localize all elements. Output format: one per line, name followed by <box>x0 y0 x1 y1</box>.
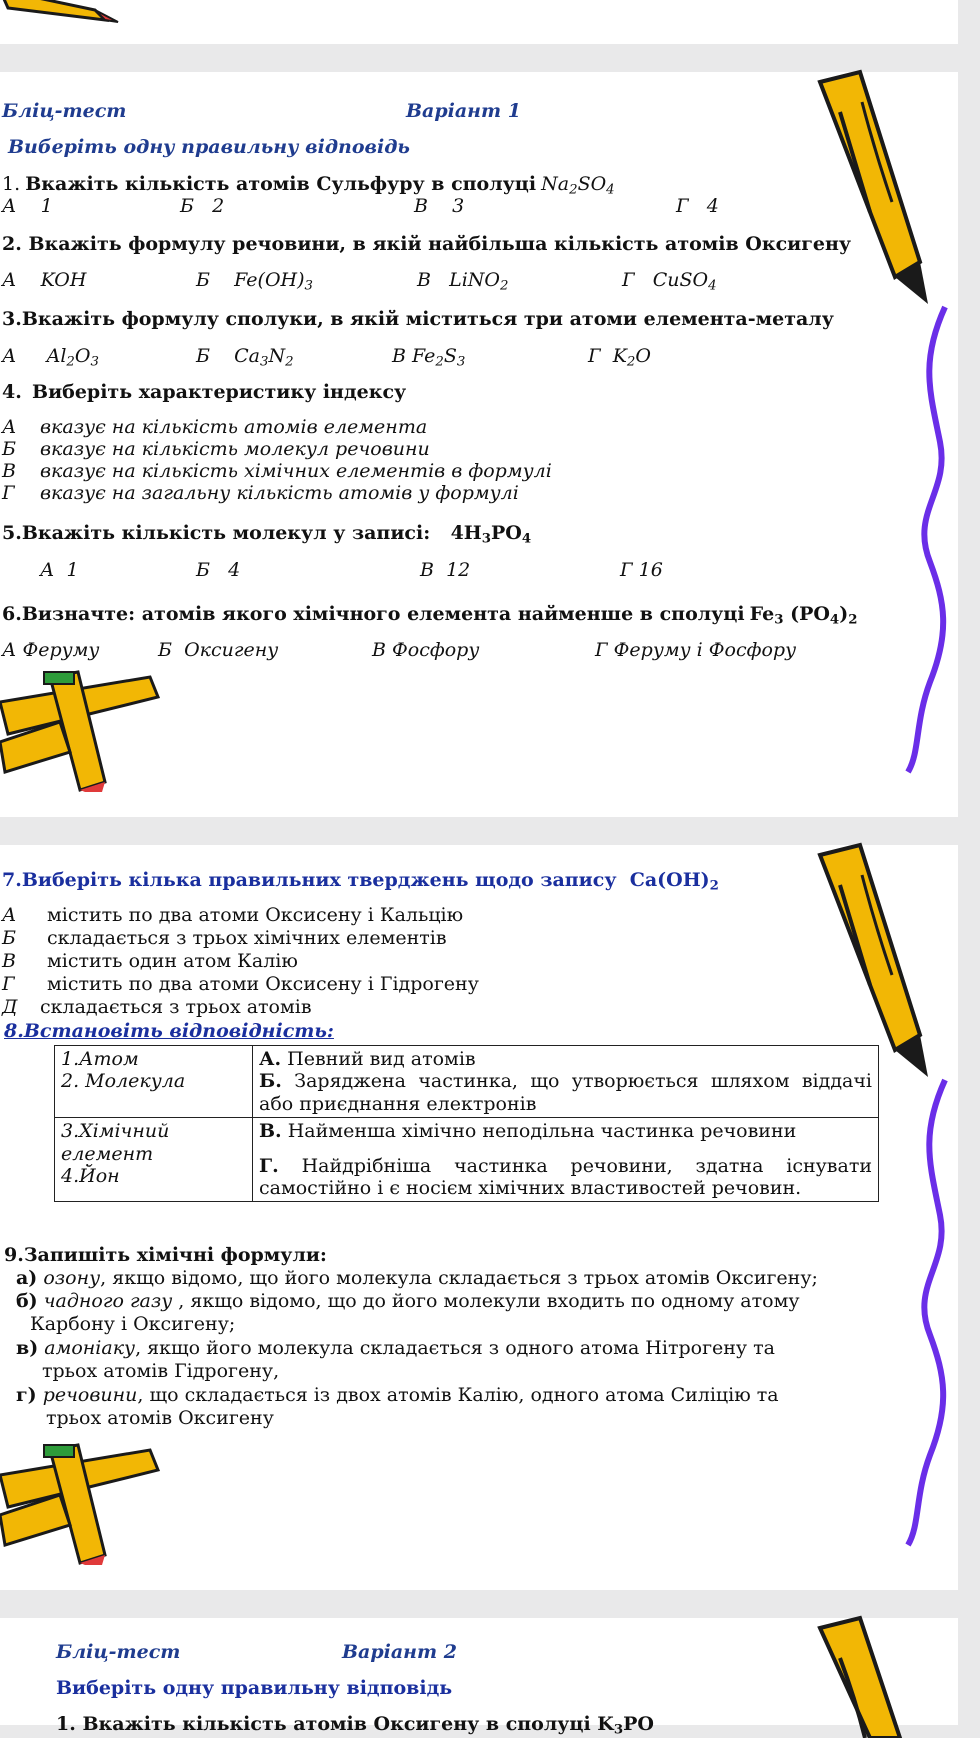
question-1: 1. Вкажіть кількість атомів Сульфуру в сполуці $Na_2SO_4$ <box>2 173 615 198</box>
option-d: Г Феруму і Фосфору <box>595 639 797 661</box>
formula: $Na_2SO_4$ <box>541 173 615 198</box>
option-b: Б Оксигену <box>158 639 279 661</box>
question-8-title: 8.Встановіть відповідність: <box>4 1020 334 1042</box>
table-cell: В. Найменша хімічно неподільна частинка речовини Г. Найдрібніша частинка речовини, здатна існувати самостійно і є носієм хімічних властивостей речовин. <box>253 1118 879 1202</box>
option-a: А містить по два атоми Оксисену і Кальцію <box>2 904 464 926</box>
option-d: Г вказує на загальну кількість атомів у формулі <box>2 482 519 504</box>
table-row <box>55 1046 879 1118</box>
pencil-icon <box>0 0 120 40</box>
formula: $Ca(OH)_2$ <box>629 869 719 894</box>
table-row <box>55 1118 879 1202</box>
option-c: В вказує на кількість хімічних елементів в формулі <box>2 460 552 482</box>
crossed-pencils-icon <box>0 672 170 792</box>
option-b: Б $Fe(OH)_3$ <box>196 269 313 294</box>
option-b: Б складається з трьох хімічних елементів <box>2 927 447 949</box>
option-a: А KOH <box>2 269 87 291</box>
option-d: Г CuSO$_4$ <box>622 269 717 294</box>
table-cell: А. Певний вид атомів Б. Заряджена частинка, що утворюється шляхом віддачі або приєднання електронів <box>253 1046 879 1118</box>
list-item-continuation: Карбону і Оксигену; <box>30 1313 236 1335</box>
question-9-title: 9.Запишіть хімічні формули: <box>4 1244 327 1266</box>
pencil-icon <box>800 1618 940 1738</box>
list-item-continuation: трьох атомів Оксигену <box>46 1407 274 1429</box>
table-cell: 1.Атом 2. Молекула <box>55 1046 253 1118</box>
option-e: Д складається з трьох атомів <box>2 996 312 1018</box>
option-b: Б вказує на кількість молекул речовини <box>2 438 430 460</box>
list-item: б) чадного газу , якщо відомо, що до його молекули входить по одному атому <box>16 1290 800 1312</box>
test-title: Бліц-тест <box>56 1641 181 1663</box>
question-4: 4. Виберіть характеристику індексу <box>2 381 407 403</box>
question-6: 6.Визначте: атомів якого хімічного елемента найменше в сполуці $Fe_3$ $(PO_4)_2$ <box>2 603 858 628</box>
instruction: Виберіть одну правильну відповідь <box>8 136 410 158</box>
test-title: Бліц-тест <box>2 100 127 122</box>
list-item: а) озону, якщо відомо, що його молекула складається з трьох атомів Оксигену; <box>16 1267 818 1289</box>
question-2: 2. Вкажіть формулу речовини, в якій найбільша кількість атомів Оксигену <box>2 233 852 255</box>
variant-label: Варіант 2 <box>342 1641 457 1663</box>
option-a: А 1 <box>40 559 79 581</box>
page-top-fragment <box>0 0 958 44</box>
question-7: 7.Виберіть кілька правильних тверджень щодо запису $Ca(OH)_2$ <box>2 869 719 894</box>
table-cell: 3.Хімічний елемент 4.Йон <box>55 1118 253 1202</box>
pencil-icon <box>800 845 940 1085</box>
option-a: А 1 <box>2 195 53 217</box>
option-d: Г містить по два атоми Оксисену і Гідрогену <box>2 973 479 995</box>
option-c: В містить один атом Калію <box>2 950 298 972</box>
question-3: 3.Вкажіть формулу сполуки, в якій міститься три атоми елемента-металу <box>2 308 834 330</box>
option-a: А вказує на кількість атомів елемента <box>2 416 428 438</box>
question-1: 1. Вкажіть кількість атомів Оксигену в сполуці $K_3PO$ <box>56 1713 654 1738</box>
option-c: В 12 <box>420 559 471 581</box>
option-a: А Феруму <box>2 639 100 661</box>
formula: $4H_3PO_4$ <box>450 522 532 547</box>
option-c: В 3 <box>414 195 465 217</box>
option-b: Б 4 <box>196 559 241 581</box>
instruction: Виберіть одну правильну відповідь <box>56 1677 453 1699</box>
pencil-icon <box>800 72 940 312</box>
option-b: Б $Ca_3N_2$ <box>196 345 294 370</box>
matching-table <box>54 1045 879 1202</box>
option-a: А $Al_2O_3$ <box>2 345 99 370</box>
wavy-line-icon <box>900 302 958 782</box>
option-c: В Фосфору <box>372 639 480 661</box>
formula: $Fe_3$ $(PO_4)_2$ <box>749 603 858 628</box>
page-questions-7-9 <box>0 845 958 1590</box>
option-d: Г $K_2O$ <box>588 345 651 370</box>
option-d: Г 16 <box>620 559 663 581</box>
option-b: Б 2 <box>180 195 225 217</box>
variant-label: Варіант 1 <box>406 100 521 122</box>
list-item: в) амоніаку, якщо його молекула складається з одного атома Нітрогену та <box>16 1337 775 1359</box>
question-5: 5.Вкажіть кількість молекул у записі: $4H_3PO_4$ <box>2 522 532 547</box>
page-variant-2 <box>0 1618 958 1738</box>
wavy-line-icon <box>900 1075 958 1555</box>
option-c: В LiNO$_2$ <box>417 269 509 294</box>
list-item: г) речовини, що складається із двох атомів Калію, одного атома Силіцію та <box>16 1384 779 1406</box>
option-c: В $Fe_2S_3$ <box>392 345 466 370</box>
option-d: Г 4 <box>676 195 719 217</box>
crossed-pencils-icon <box>0 1445 170 1565</box>
list-item-continuation: трьох атомів Гідрогену, <box>42 1360 280 1382</box>
page-variant-1 <box>0 72 958 817</box>
